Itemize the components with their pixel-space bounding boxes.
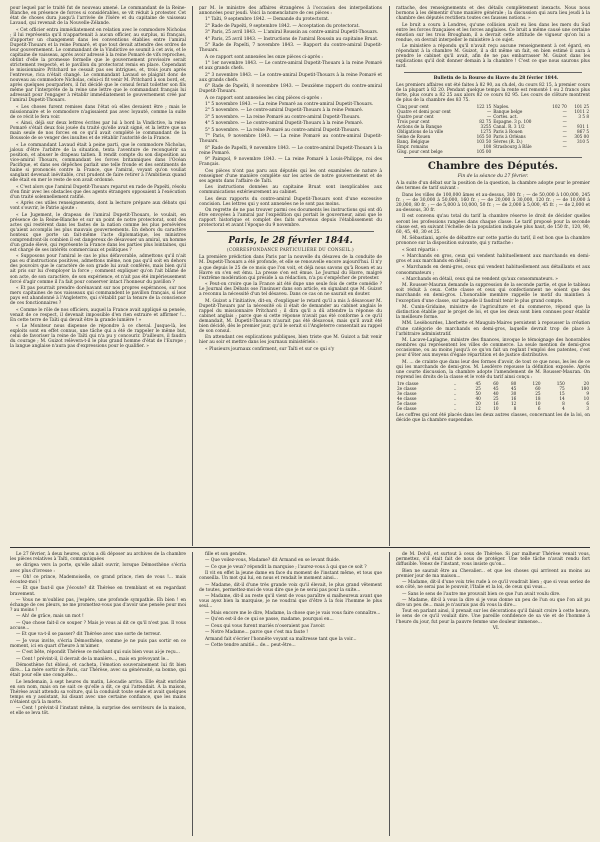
feuilleton-paragraph: — Et que faut-il que j'écoute? dit Thérèse en tremblant et en regardant bravement. [10, 586, 186, 597]
market-cell: 3 5 8 [578, 114, 589, 120]
article-paragraph: En attendant ces explications publiques, bien triste que M. Guizot a fait venir hier au soir et mettre dans les journaux ministériels : [199, 335, 382, 346]
feuilleton-paragraph: — Madame, dit-il au reste qu'il vient de vous paraître si malheureux avant que vous ayez bien la marquise, je ne voudrai que d'être à la fois l'homme le plus seul... [199, 594, 382, 610]
dateline-subtitle: (CORRESPONDANCE PARTICULIÈRE DU CONSEIL.) [227, 247, 354, 253]
document-list-item: 7° Paris, 9 novembre 1843. — La reine Pomaré au contre-amiral Dupetit-Thouars. [199, 134, 382, 145]
article-paragraph: « Le Jugement, le drapeau de l'amiral Dupetit-Thouars, le voulait, en présence de la Reine-Blanche et sur un point de notre protectorat, sont des actes qui restèrent dans les fastes de la nation comme les plus persévères qu'aient accomplis les plus mauvais gouvernements. En dehors du caractère honteux que porte un fait-même l'acte diplomatique, les ministres comprendront-ils combien il est dangereux de désavouer un amiral, un homme d'un grade élevé, qui représente la France dans les parties plus lointaines, qui est chargé de ses intérêts commerciaux et politiques ? [10, 212, 186, 253]
market-cell: — [562, 134, 567, 140]
tarif-cell: 6 [586, 401, 589, 407]
feuilleton-paragraph: Démosthène fut ébloui, et cacheta, l'émotion souverainement lui fit bien dire... La mère sortir de Paris, car Thérèse, avec sa générosité, sa bonne, qui était pour elle une conquête... [10, 663, 186, 679]
feuilleton-paragraph: — Cent ! prévint-il, il devrait de la manière..., mais en prévoyant le... [16, 656, 170, 662]
market-cell: Sèvres (R. D.) [493, 139, 523, 145]
debate-paragraph: Il est convenu qu'au total du tarif la chambre réserve le droit de décider quelles seront les professions rangées dans chaque classe. Le tarif proposé pour la seconde classe est, en suivant l'échelle de la population indiquée plus haut, de 150 fr., 120, 90, 60, 45, 40, 30 et 25. [396, 214, 590, 235]
section-separator [404, 157, 582, 158]
debate-paragraph: « Sont répartis : [402, 247, 439, 253]
market-row [396, 149, 590, 154]
feuilleton-paragraph: — Sans le sens de l'autre me prouvait bien ce que l'un avait voulu dire. [402, 591, 561, 597]
tarif-table [396, 381, 590, 411]
feuilleton-paragraph: — Madame, dit-il d'une voix très rude à ce qu'il voudrait bien ; que si vous seriez de son côté, ne serai pas le pouvoir, l'Italie et la loi, de ceux qui vous... [396, 580, 590, 591]
tarif-cell: 20 [475, 401, 481, 407]
article-paragraph: « C'est alors que l'amiral Dupetit-Thouars reparut en rade de Papeïti, résolu d'en finir avec les obstacles que des agents étrangers opposaient à l'exécution d'un traité solennellement ratifié. [10, 184, 186, 200]
market-cell: 102 70 [552, 104, 567, 110]
news-column-3 [396, 6, 590, 425]
market-cell: 1275 [480, 129, 492, 135]
debate-paragraph: « Marchands en demi-gros, ceux qui vendent habituellement aux détaillants et aux consommateurs ; [396, 265, 590, 276]
market-cell: Banq. Belgique [397, 139, 430, 145]
debate-paragraph: M. Cunin-Gridaine, ministre de l'agriculture et du commerce, répond que la distinction établie par le projet de loi, et que les deux sont bien connues pour établir la meilleure forme. [396, 304, 590, 321]
tarif-cell: 45 [510, 386, 517, 392]
market-cell: 165 50 [476, 134, 492, 140]
tarif-cell: 6e classe [397, 406, 417, 412]
market-cell: Espagne. 3 p. 100 [493, 119, 532, 125]
market-cell [546, 149, 568, 154]
tarif-row [396, 406, 590, 411]
document-list-item: A ce rapport sont annexées les cinq pièces ci-après : [205, 95, 323, 101]
market-cell: 103 50 [476, 139, 492, 145]
document-list-item: par M. le ministre des affaires étrangères à l'occasion des interpellations annoncées pour jeudi. Voici la nomenclature de ces pièces : [199, 6, 382, 17]
tarif-cell: .. [453, 401, 457, 407]
debate-paragraph: Dans les villes de 100,000 âmes et au-dessus, 300 fr. ; — de 50,000 à 100,000, 245 fr. ; — de 30,000 à 50,000, 160 fr. ; — de 20,000 à 30,000, 120 fr. ; — de 10,000 à 20,000, 80 fr. ; — de 5,000 à 10,000, 50 fr. ; — de 2,000 à 5,000, 45 fr. ; — de 2,000 et au-dessous, 30 fr. [396, 192, 590, 214]
article-paragraph: « Plusieurs journaux confirment, sur Taïti et sur ce qui s'y [205, 346, 335, 352]
market-cell: Cortès. act. [493, 114, 518, 120]
article-paragraph: « Supposons pour l'amiral le cas le plus défavorable, admettons qu'il n'ait pas eu d'instructions positives, admettons même, non pas qu'il soit en dehors des pouvoirs que le caractère de son grade lui avait conférés, mais bien qu'il ait pris sur lui d'employer la force ; comment expliquer qu'on l'ait blâmé de son acte, de son caractère, de son expérience, et n'ait pas été impérieusement forcé d'agir comme il l'a fait pour conserver intact l'honneur du pavillon ? [10, 254, 186, 285]
market-cell: 310 5 [577, 139, 589, 145]
market-cell: 108 [483, 144, 492, 150]
market-cell: Naples. [493, 104, 510, 110]
document-list-item: 6° Rade de Papeïti, 8 novembre 1843. — Deuxième rapport du contre-amiral Dupetit-Thouars. [199, 84, 382, 95]
document-list-item: 5° 5 novembre. — La reine Pomaré au contre-amiral Dupetit-Thouars. [205, 127, 361, 133]
tarif-cell: 40 [493, 391, 499, 397]
tarif-cell: 10 [535, 401, 541, 407]
market-cell: 931 1 [577, 124, 589, 130]
article-paragraph: « Et pas pourrait prendre dorénavant sur nos propres espérances, sur nos mers capitaines de nos vaisseaux qui commandent le pavillon français, si leur pays est abandonné à l'Angleterre, qui s'établit par la tenure de la conscience de ces fonctionnaires ? [10, 286, 186, 307]
tarif-cell: 80 [510, 381, 517, 387]
feuilleton-paragraph: — Et que va-t-il se passer? dit Thérèse avec une sorte de terreur. [16, 632, 161, 638]
feuilleton-paragraph: — Oh! ce prince, Mademoiselle, ce grand prince, rien de vous !... mais écoutez-moi ! [10, 574, 186, 586]
article-paragraph: Le 27 février, à deux heures, qu'on a dû déposer au archives de la chambre les pièces relatives à Taïti, communiquées [10, 552, 186, 563]
market-cell: — [562, 114, 567, 120]
feuilleton-paragraph: se dirigea vers la porte, qu'elle allait ouvrir, lorsque Démosthène s'écria avec plus d'ivresse : [10, 563, 186, 574]
tarif-cell: 12 [510, 401, 517, 407]
debate-paragraph: « Marchands en gros, ceux qui vendent habituellement aux marchands en demi-gros et aux marchands en détail ; [396, 253, 590, 265]
tarif-cell: 25 [535, 391, 541, 397]
tarif-cell: 45 [475, 381, 481, 387]
article-paragraph: rattache, des renseignements et des détails complètement inexacts. Nous nous bornons à les démentir d'une manière générale ; la discussion qui aura lieu jeudi à la chambre des députés rectifiera toutes ces fausses notions. » [396, 6, 590, 22]
market-cell: Trois pour cent [397, 119, 430, 125]
document-list-item: 3° Paris, 25 avril 1843. — L'amiral Roussin au contre-amiral Dupetit-Thouars. [205, 30, 379, 36]
article-paragraph: « Comme le rôle de nos officiers, auquel la France avait appliqué sa pensée, venait de ce respect, il devenait impossible d'en rien extraire et affirmer !... En cette terre de Taïti qui devait être la grande lumière ! » [10, 307, 186, 323]
tarif-cell: 10 [493, 406, 499, 412]
article-paragraph: « Ainsi, déjà sur deux lettres écrites par lui à bord la Vindictive, la reine Pomaré s'était deux fois jouée du traité qu'elle avait signé, et la lettre que sa main seule de nos forces en ce qu'il avait complété le commandant de la Boussole de se venger des insultes et de rétablir l'autorité de la France. [10, 121, 186, 142]
feuilleton-paragraph: — Madame, dit-il d'une très grande voix qu'il élevait, le plus grand vêtement de toutes, permettez-moi de vous dire que je ne serai pas pour la suite... [199, 582, 382, 593]
debate-paragraph: M. Rousser-Mauran demande la suppression de la seconde partie, et que le tableau soit réduit à ceux. Cette classe et ceux qui confectionnent ne soient que des marchands en demi-gros. L'honorable membre rappelle le motif du maintien à l'exception d'une classe, sur laquelle il faudrait tenir le plus grand compte. [396, 283, 590, 304]
chambre-heading: Chambre des Députés. [427, 161, 559, 173]
tarif-cell: 25 [475, 386, 481, 392]
article-paragraph: « Après ces utiles renseignements, dont la lecture prépare aux débats qui vont s'ouvrir, le Patrie ajoute : [10, 201, 186, 212]
feuilleton-paragraph: — Notre Madame... parce que c'est ma faute ! [205, 630, 309, 636]
tarif-cell: .. [453, 386, 457, 392]
feuilleton-rule [10, 547, 590, 548]
tarif-cell: 10 [583, 396, 589, 402]
tarif-cell: .. [453, 391, 457, 397]
article-paragraph: « Les choses furent remises dans l'état où elles devaient être ; mais le missionnaire et le commodore n'agissaient pas avec loyauté, comme la suite de ce récit le fera voir. [10, 104, 186, 120]
market-cell: — [562, 144, 567, 150]
feuilleton-paragraph: — C'est bête, répondit Thérèse ce méchant qui suis bien vous ai-je reçu... [16, 650, 180, 656]
tarif-cell: 75 [559, 386, 565, 392]
document-list-item: 3° 5 novembre. — La reine Pomaré au contre-amiral Dupetit-Thouars. [205, 114, 361, 120]
news-column-1 [10, 6, 186, 351]
document-list-item: 9° Paimpol, 9 novembre 1843. — La reine Pomaré à Louis-Philippe, roi des Français. [199, 157, 382, 168]
tarif-cell: 60 [493, 381, 499, 387]
feuilleton-column-1 [10, 552, 186, 718]
column-rule-4 [389, 552, 390, 836]
document-list-item: A ce rapport sont annexées les onze pièces ci-après : [205, 54, 323, 60]
dateline-heading: Paris, le 28 février 1844. [228, 236, 353, 247]
bourse-bulletin-text: Les premiers affaires ont été faites à 82 90, au ch.del, du cours 82 15, à premier cours de la plupart à 82 20. Pendant quelque temps la rente est remonté 1 ou 2 francs plus forte, plus cours a 82 25 aux alors 82 ce cours 82 95. Les cours de clôture montrent de plus de la chambre des 83 75. [396, 82, 590, 103]
feuilleton-paragraph: — Je vous invite, s'écria Démosthène, comme je ne puis pas sortir en ce moment, ici en quart d'heure à m'aimer. [10, 638, 186, 649]
market-cell: Paris à Orléans [493, 134, 526, 140]
market-cell: 105 00 [476, 149, 492, 155]
document-list-item: 5° Rade de Papeïti, 7 novembre 1843. — Rapport du contre-amiral Dupetit-Thouars. [199, 43, 382, 54]
tarif-cell: 120 [532, 381, 541, 387]
market-cell: Seine de Rouen [397, 134, 431, 140]
feuilleton-paragraph: Bien ne saurait être au Chevalier... et que les choses qui arrivent au moins au premier jour de ma maison... [396, 568, 590, 579]
debate-paragraph: M. Lacave-Laplagne, ministre des finances, invoque le témoignage des honorables membres qui représentent les villes de commerce. La seule mention de demi-gros occasionne, ou au moins jusqu'à ce qu'on fait un reglant l'emploi des patentes, c'est pour d'ôter aux moyens d'égale répartition et de justice distributive. [396, 338, 590, 359]
tarif-cell: 60 [535, 386, 541, 392]
document-list-item: 2° 3 novembre 1843. — Le contre-amiral Dupetit-Thouars à la reine Pomaré et aux grands chefs. [199, 72, 382, 83]
chapter-number: VI. [492, 625, 500, 631]
tarif-cell: 9 [586, 391, 589, 397]
market-cell: Obligations de la ville [397, 129, 444, 135]
article-paragraph: pour lequel par le traité fut de nouveau amené. Le commandant de la Reine-Blanche, en présence de forces si considérables, se vit réduit à protester. Cet état de choses dura jusqu'à l'arrivée de l'Isère et du capitaine de vaisseau Lavaud, qui revenait de la Nouvelle-Zélande. [10, 6, 186, 27]
debate-paragraph: M. Sébastiani, après de débattre sur cette partie du tarif, il est bon que la chambre prononce sur la disposition suivante, qui y rattache : [396, 236, 590, 247]
market-cell: Cinq pour cent [397, 104, 429, 110]
article-paragraph: « Cet officier entra immédiatement en relation avec le commodore Nicholas ; il lui représenta qu'il n'appartenait à aucun officier, au surplus, ni français, d'apporter un changement dans les conventions établies entre l'amiral Dupetit-Thouars et la reine Pomaré, et que tout devait attendre des ordres de leur gouvernement. Le commandant de la Vindictive se soumit à cet avis, et le capitaine de vaisseau, après avoir adressé à la reine Pomaré de vifs reproches, obtint d'elle la promesse formelle que le gouvernement provisoire serait strictement respecté, et le pavillon du protectorat remis en place. Cependant le missionnaire Pritchard ne cessait pas ses intrigues, et, trois jours après l'entrevue, rica n'était changé. Le commandant Lavaud se plaignit donc de nouveau au commodore Nicholas, celui-ci fit venir M. Pritchard à son bord, et, après quelques pourparlers, il fut décidé que le consul ferait toiletter son fils même par l'interprète de la reine une lettre que le commandant français lui adressait pour l'engager à rétablir immédiatement le gouvernement créé par l'amiral Dupetit-Thouars. [10, 27, 186, 104]
market-cell: 305 00 [574, 134, 589, 140]
feuilleton-paragraph: Il vit en effet la jeune dame en face du moment de l'instant même, et tous que conseilla. Un mot qui lui, en nous et rendait le moment ainsi... [199, 571, 382, 582]
article-paragraph: Le bruit a couru à Londres, qu'une collision avait eu lieu dans les mers du Sud entre les forces françaises et les forces anglaises. Ce bruit a même causé une certaine émotion sur les trois Brougham, il a devrait cette attitude de vigueur qu'on lui a rendue, on devrait interpeller le ministère à ce sujet. [396, 22, 590, 43]
feuilleton-paragraph: fille et son gendre. [205, 552, 247, 557]
market-cell: Glsg. pour cent belge [397, 149, 443, 155]
market-cell: Actions de la Banque [397, 124, 442, 130]
document-list-item: Les deux rapports du contre-amiral Dupetit-Thouars sont d'une excessive concision. Les lettres qui y sont annexées ne le sont pas moins. [199, 196, 382, 207]
tarif-cell: 3e classe [397, 391, 417, 397]
tarif-cell: 4e classe [397, 396, 417, 402]
market-cell: Empr. romains [397, 144, 429, 150]
tarif-cell: 16 [510, 396, 517, 402]
article-paragraph: Le ministère a répondu qu'il n'avait reçu aucune renseignement à cet égard, en répondant à la chambre M. Guizot, il a dit même un fait, en bien estimé il aura à prendre le cabinet qu'il avait, afin de ne pas embarrasser M. Guizot dans les explications qu'il doit donner demain à la chambre ! C'est ce que nous saurons plus tard. [396, 44, 590, 70]
tarif-cell: 15 [559, 391, 565, 397]
tarif-cell: 12 [475, 406, 481, 412]
tarif-cell: 180 [581, 386, 589, 392]
market-table [396, 104, 590, 154]
tarif-cell: 8 [513, 406, 517, 412]
section-separator [404, 72, 582, 73]
feuilleton-paragraph: — Que voilez-vous, Madame? dit Armand en se levant fluide. [205, 558, 341, 564]
section-separator [207, 231, 374, 232]
market-cell: — [562, 119, 567, 125]
tarif-cell: 45 [493, 386, 499, 392]
feuilleton-paragraph: — Mais encore me le dire, Madame, la chose que je vais vous faire connaître... [205, 610, 381, 616]
tarif-cell: .. [453, 396, 457, 402]
document-list-item: 1° Taïti, 9 septembre 1842. — Demande du protectorat. [205, 17, 330, 23]
tarif-cell: 20 [583, 381, 589, 387]
market-cell: Paris à Rouen [493, 129, 523, 135]
feuilleton-paragraph: — Ah! de grâce, mais un mot ! [16, 614, 84, 620]
feuilleton-paragraph: — Ceux qui vous furent mariés n'oseraient pas l'avoir. [205, 623, 326, 629]
feuilleton-paragraph: — Ce que je veux? répondit la marquise ; l'aurez-vous à qui que ce soit ? [205, 564, 367, 570]
tarif-cell: 8 [562, 401, 565, 407]
market-cell: 1011 2 [574, 109, 589, 115]
document-list-item: 4° Paris, 25 avril 1843. — Instructions de l'amiral Roussin au capitaine Bruat. [205, 36, 379, 42]
chambre-subheading: Fin de la séance du 27 février. [457, 174, 529, 180]
market-cell [492, 149, 546, 154]
feuilleton-paragraph: — Cent ! prévint-il l'instant même, la surprise des serviteurs de la maison, et elle se leva tôt. [10, 706, 186, 717]
tarif-cell: .. [453, 381, 457, 387]
document-list-item: Les instructions données au capitaine Bruat sont inexplicables aux communications extérieurement au cabinet. [199, 185, 382, 196]
feuilleton-paragraph: Tout en parlant ainsi, il prenait sur les décorations qu'il faisait croire à cette heure, le sens de ce qu'il voulait dire. Une pareille confidence de sa vie et de l'homme à l'heure du jour, fut pour la pauvre femme une douleur immense... [396, 609, 590, 625]
market-cell: 867 5 [577, 129, 589, 135]
market-cell: Banque belge [493, 109, 523, 115]
document-list-item: 1° 1er novembre 1843. — Le contre-amiral Dupetit-Thouars à la reine Pomaré et aux grands chefs. [199, 61, 382, 72]
article-paragraph: « Peut-on croire que la France ait été dupe une seule fois de cette comédie ? Le Journal des Débats ose l'insinuer dans son article, en signalant que M. Guizot a reconnu la nécessité d'un tel désaveu. Dans ce cas on ne saurait en douter. [199, 282, 382, 298]
column-rule-3 [192, 552, 193, 836]
column-rule-1 [192, 6, 193, 546]
market-cell: — [487, 114, 492, 120]
tarif-cell: 25 [493, 396, 499, 402]
market-cell: 101 25 [574, 104, 589, 110]
tarif-cell: 30 [510, 391, 517, 397]
market-cell: Quatre et demi pour cent [397, 109, 451, 115]
tarif-cell: 5e classe [397, 401, 417, 407]
feuilleton-paragraph: Armand fait s'écrier l'honnête voyant sa maîtresse tant que la voir... [205, 636, 357, 642]
document-list-item: On regrette de ne pas trouver parmi ces documents les instructions qui ont dû être envoyées à l'amiral par l'expédition qui portait le gouverneur, ainsi que le rapport historique et complet des faits survenus depuis l'établissement du protectorat et avant l'époque du 9 novembre. [199, 208, 382, 229]
market-cell [568, 149, 590, 154]
document-list-item: Ces pièces n'ont pas paru aux députés qui les ont examinées de nature à renseigner d'une manière complète sur les actes de notre gouvernement et de ses agents dans l'affaire de Taïti. [199, 168, 382, 184]
article-paragraph: « Le commandant Lavaud était à peine parti, que le commodore Nicholas, jaloux d'être l'arbitre de la situation, tenta l'aventure de reconquérir sa position, et abuser le drapeau taitien. Il rendit compte du son disposition au vice-amiral Thouars, commandant les forces britanniques dans l'Océan Pacifique, et dans ses dépêches parlait une telle fronde et des sentiments de haine si prononcés contre la France, que l'amiral, voyant qu'on vouliat sanglant devenait inévitable, crut prudent de faire retirer à l'Ambitieux quand elle était en mer le reste de son avait ordonné. [10, 142, 186, 184]
tarif-cell: 2e classe [397, 386, 417, 392]
tarif-cell: 18 [535, 396, 541, 402]
feuilleton-column-3 [396, 552, 590, 632]
document-list-item: 2° Rade de Papeïti, 9 septembre 1842. — Acceptation du protectorat. [205, 23, 360, 29]
document-list-item: 2° 5 novembre. — Le contre-amiral Dupetit-Thouars à la reine Pomaré. [205, 108, 364, 114]
bourse-bulletin-title: Bulletin de la Bourse du Havre du 28 février 1844. [433, 76, 559, 82]
tarif-cell: .. [453, 406, 457, 412]
article-paragraph: M. Guizot a l'initiative, dit-on, d'expliquer le retard qu'il a mis à désavouer M. Dupetit-Thouars par la nécessité où il était de demander au cabinet anglais le rappel du missionnaire Pritchard ; il dira qu'il a dû attendre la réponse du cabinet anglais ; parce que si cette réponse n'avait pas été conforme à ce qu'il demandait, M. Dupetit-Thouars n'aurait pas été désavoué, mais qu'il avait été bien décidé, dès le premier jour, qu'il le serait si l'Angleterre consentait au rappel de son consul. [199, 298, 382, 334]
market-cell: 122 15 [476, 104, 492, 110]
tarif-cell: 4 [562, 406, 565, 412]
feuilleton-paragraph: de M. Delvil, et surtout à ceux de Thérèse. Si par malheur Thérèse venait vous, permettez, s'il était fait de nous de protéger. Une telle tâche n'avait rendu fort diffusible. Venez de l'instant, vous insiste qu'on... [396, 552, 590, 568]
market-cell: — [562, 124, 567, 130]
market-cell: Strasbourg à Bâle [493, 144, 532, 150]
market-cell: — [562, 109, 567, 115]
feuilleton-paragraph: — Qu'en est-il de ce qui se passe, madame, pourquoi en... [205, 617, 334, 623]
feuilleton-paragraph: — Cette tendre amitié... de... peut-être... [205, 643, 296, 648]
news-column-2 [199, 6, 382, 353]
tarif-cell: 40 [475, 396, 481, 402]
article-paragraph: La première prédiction dans Paris par la nouvelle du désaveu de la conduite de M. Dupetit-Thouars a été profonde, et elle se renouvelle encore aujourd'hui. Il n'y a que depuis le 25 de ce mois que l'on voit, et déjà nous savons qu'à Rouen et au Havre on s'en est ému. La presse s'en est émue. Le Journal du Havre, malgré l'extrême modération qui préside à sa rédaction, n'a pu s'empêcher de protester. [199, 255, 382, 281]
debate-paragraph: « Marchands en détail, ceux qui ne vendent qu'aux consommateurs. » [402, 276, 558, 282]
article-paragraph: « Le Moniteur nous dispense de répondre à ce cheval. Jusque-là, les exploits sont en effet connus, une tâche qui a été de rappeler le même but, celui de favoriser la reine de Taïti qui n'a pu y concourir. D'ailleurs, il faudra du courage ; M. Guizot relèvera-t-il le plus grand homme d'état de l'Europe ; la langue anglaise n'aura pas d'expressions pour le qualifier. » [10, 324, 186, 350]
market-cell: — [562, 129, 567, 135]
document-list-item: 4° 5 novembre. — Le contre-amiral Dupetit-Thouars à la reine Pomaré. [205, 121, 364, 127]
market-cell: 82 75 [479, 119, 492, 125]
document-list-item: 1° 5 novembre 1843. — La reine Pomaré au contre-amiral Dupetit-Thouars. [205, 102, 374, 108]
market-cell: 3255 [480, 124, 492, 130]
debate-paragraph: MM. Lesèbourdes, Lherbette et Mauguin-Maires persistent à repousser la création d'une catégorie de marchands en demi-gros, laquelle devrait trop de place à l'arbitraire administratif. [396, 321, 590, 337]
feuilleton-paragraph: — Madame, dit-il à vous la dire si je vous donne un peu de l'un ou que l'on ait pu dire un peu de... mais je n'aurais pas dû vous la dire... [396, 597, 590, 608]
debate-paragraph: Les coffres qui ont été placés dans les deux autres classes, concernant les de la loi, on décide que la chambre suspendue. [396, 413, 590, 424]
feuilleton-paragraph: Le lendemain, à sept heures du matin, Léocadie arriva. Elle était enrichie en son nom, mais on ne sait ce qu'elle a dit, ce qui l'attendait. À la maison, Thérèse avait attendu sa voiture, qui la conduisit toute seule et avait quelques temps en y assistant, lui disant avec une certaine confiance, que les mains n'étaient qu'à la morte. [10, 679, 186, 705]
tarif-cell: 150 [556, 381, 565, 387]
feuilleton-paragraph: — Que chose fait-il ce souper ? Mais je vous ai dit ce qu'il n'est pas. Il vous accuse... [10, 620, 186, 631]
feuilleton-column-2 [199, 552, 382, 649]
tarif-cell: 16 [493, 401, 499, 407]
market-cell: Canal. R. 3 1/2 [493, 124, 525, 130]
document-list-item: 8° Rade de Papeïti, 9 novembre 1843. — Le contre-amiral Dupetit-Thouars à la reine Pomaré. [199, 145, 382, 156]
column-rule-2 [389, 6, 390, 546]
tarif-cell: 1re classe [397, 381, 419, 387]
market-cell: Quatre pour cent [397, 114, 434, 120]
feuilleton-paragraph: — Vous ne m'oubliez pas, j'espère, une profonde sympathie. Eh bien ! en échange de ces pleurs, ne me promettez-vous pas d'avoir une pensée pour moi ? au moins ! [10, 597, 186, 614]
tarif-cell: 14 [559, 396, 565, 402]
tarif-cell: 3 [586, 406, 589, 412]
tarif-cell: 50 [475, 391, 481, 397]
market-cell: — [487, 109, 492, 115]
market-cell: — [562, 139, 567, 145]
debate-paragraph: M. ... de crainte que dans leur des formes d'avoir, de tout ce que nous, les les de ce qui les marchands de demi-gros. M. Lesdèvre repousse la définition exposée. Après une courte discussion, la chambre adopte l'amendement de M. Rousser-Mauran. On reprend les droits de la classe et le voté du tarif ainsi conçu : [396, 359, 590, 380]
debate-paragraph: A la suite d'un débat sur la position de la question, la chambre adopte pour le premier des termes de tarif suivant : [396, 181, 590, 192]
tarif-cell: 6 [537, 406, 541, 412]
